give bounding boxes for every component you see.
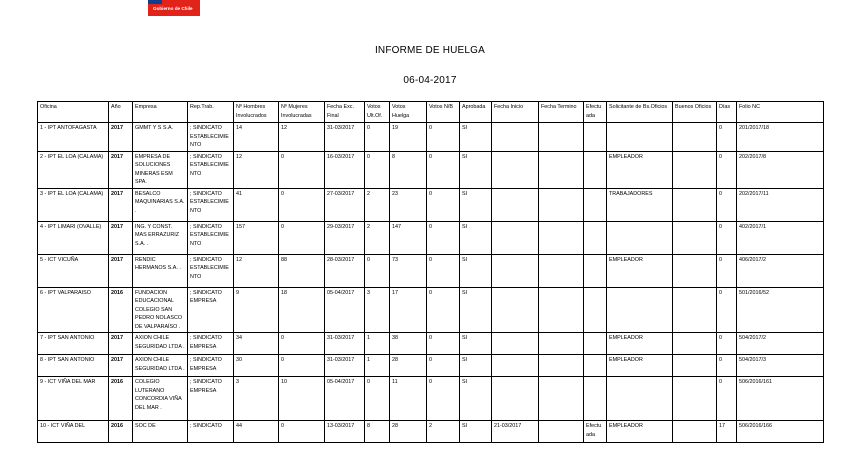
cell-empresa: FUNDACION EDUCACIONAL COLEGIO SAN PEDRO NOLASCO DE VALPARAÍSO .	[133, 287, 188, 333]
report-title: INFORME DE HUELGA	[374, 45, 486, 56]
cell-votos-ult: 8	[365, 421, 390, 443]
cell-hombres: 30	[234, 355, 279, 377]
cell-buenos-oficios	[673, 123, 717, 152]
cell-buenos-oficios	[673, 355, 717, 377]
cell-ano: 2017	[109, 123, 133, 152]
cell-aprobada: SI	[460, 123, 492, 152]
cell-dias: 0	[717, 188, 737, 221]
cell-folio: 202/2017/11	[737, 188, 824, 221]
cell-mujeres: 0	[279, 421, 325, 443]
cell-votos-ult: 0	[365, 151, 390, 188]
column-header: Votos Ult.Of.	[365, 102, 390, 123]
table-row	[38, 151, 824, 188]
cell-empresa: GMMT Y S S.A.	[133, 123, 188, 152]
cell-aprobada: SI	[460, 151, 492, 188]
cell-fecha-termino	[539, 188, 584, 221]
cell-dias: 0	[717, 151, 737, 188]
cell-fecha-inicio	[492, 287, 539, 333]
cell-folio: 506/2016/161	[737, 377, 824, 421]
cell-hombres: 3	[234, 377, 279, 421]
cell-ano: 2017	[109, 151, 133, 188]
cell-votos-huelga: 23	[390, 188, 427, 221]
cell-fecha-termino	[539, 355, 584, 377]
cell-solicitante: EMPLEADOR	[607, 333, 673, 355]
column-header: Empresa	[133, 102, 188, 123]
cell-buenos-oficios	[673, 188, 717, 221]
cell-efectuada	[584, 254, 607, 287]
cell-hombres: 41	[234, 188, 279, 221]
column-header: Aprobada	[460, 102, 492, 123]
cell-ano: 2017	[109, 188, 133, 221]
cell-aprobada: SI	[460, 333, 492, 355]
cell-fecha-exc: 29-03/2017	[325, 221, 365, 254]
cell-fecha-inicio	[492, 221, 539, 254]
cell-solicitante	[607, 123, 673, 152]
table-row	[38, 355, 824, 377]
cell-ano: 2017	[109, 254, 133, 287]
cell-fecha-termino	[539, 333, 584, 355]
cell-votos-nb: 0	[427, 151, 460, 188]
cell-oficina: 9 - ICT VIÑA DEL MAR	[38, 377, 109, 421]
cell-empresa: BESALCO MAQUINARIAS S.A. .	[133, 188, 188, 221]
cell-ano: 2016	[109, 421, 133, 443]
cell-votos-ult: 1	[365, 333, 390, 355]
cell-votos-nb: 0	[427, 221, 460, 254]
cell-votos-huelga: 11	[390, 377, 427, 421]
cell-mujeres: 88	[279, 254, 325, 287]
cell-fecha-inicio	[492, 254, 539, 287]
cell-empresa: AXION CHILE SEGURIDAD LTDA .	[133, 355, 188, 377]
cell-fecha-exc: 27-03/2017	[325, 188, 365, 221]
cell-buenos-oficios	[673, 254, 717, 287]
cell-oficina: 8 - IPT SAN ANTONIO	[38, 355, 109, 377]
cell-efectuada	[584, 151, 607, 188]
cell-votos-huelga: 73	[390, 254, 427, 287]
cell-fecha-exc: 28-03/2017	[325, 254, 365, 287]
cell-rep-trab: ; SINDICATO ESTABLECIMIENTO	[188, 151, 234, 188]
cell-buenos-oficios	[673, 151, 717, 188]
cell-buenos-oficios	[673, 221, 717, 254]
cell-solicitante: EMPLEADOR	[607, 421, 673, 443]
column-header: Fecha Exc. Final	[325, 102, 365, 123]
cell-votos-nb: 0	[427, 123, 460, 152]
cell-fecha-exc: 31-03/2017	[325, 355, 365, 377]
cell-votos-huelga: 28	[390, 355, 427, 377]
cell-hombres: 34	[234, 333, 279, 355]
cell-dias: 0	[717, 287, 737, 333]
cell-hombres: 12	[234, 151, 279, 188]
cell-aprobada: SI	[460, 254, 492, 287]
cell-votos-nb: 2	[427, 421, 460, 443]
cell-empresa: ING. Y CONST. MAS ERRAZURIZ S.A. .	[133, 221, 188, 254]
strike-report-table	[37, 101, 824, 443]
cell-efectuada	[584, 333, 607, 355]
logo-text: Gobierno de Chile	[153, 6, 193, 11]
cell-rep-trab: ; SINDICATO ESTABLECIMIENTO	[188, 188, 234, 221]
report-date: 06-04-2017	[403, 75, 457, 86]
column-header: Folio NC	[737, 102, 824, 123]
table-row	[38, 188, 824, 221]
cell-mujeres: 0	[279, 355, 325, 377]
column-header: Votos N/B	[427, 102, 460, 123]
cell-fecha-inicio	[492, 355, 539, 377]
cell-votos-nb: 0	[427, 333, 460, 355]
cell-hombres: 14	[234, 123, 279, 152]
cell-hombres: 157	[234, 221, 279, 254]
cell-fecha-inicio	[492, 123, 539, 152]
cell-votos-huelga: 19	[390, 123, 427, 152]
cell-oficina: 1 - IPT ANTOFAGASTA	[38, 123, 109, 152]
cell-votos-huelga: 28	[390, 421, 427, 443]
cell-oficina: 10 - ICT VIÑA DEL	[38, 421, 109, 443]
cell-aprobada: SI	[460, 188, 492, 221]
cell-votos-ult: 0	[365, 123, 390, 152]
cell-fecha-exc: 13-03/2017	[325, 421, 365, 443]
column-header: Días	[717, 102, 737, 123]
cell-empresa: RENDIC HERMANOS S.A. .	[133, 254, 188, 287]
cell-fecha-termino	[539, 421, 584, 443]
cell-votos-ult: 3	[365, 287, 390, 333]
cell-fecha-exc: 31-03/2017	[325, 123, 365, 152]
column-header: Buenos Oficios	[673, 102, 717, 123]
cell-rep-trab: ; SINDICATO ESTABLECIMIENTO	[188, 221, 234, 254]
cell-fecha-termino	[539, 221, 584, 254]
cell-votos-ult: 2	[365, 221, 390, 254]
cell-aprobada: SI	[460, 421, 492, 443]
cell-mujeres: 0	[279, 188, 325, 221]
cell-mujeres: 18	[279, 287, 325, 333]
column-header: Votos Huelga	[390, 102, 427, 123]
cell-fecha-inicio: 21-03/2017	[492, 421, 539, 443]
cell-folio: 504/2017/3	[737, 355, 824, 377]
cell-fecha-inicio	[492, 151, 539, 188]
cell-votos-nb: 0	[427, 287, 460, 333]
cell-fecha-inicio	[492, 377, 539, 421]
cell-dias: 0	[717, 254, 737, 287]
cell-votos-nb: 0	[427, 188, 460, 221]
cell-fecha-inicio	[492, 188, 539, 221]
column-header: Año	[109, 102, 133, 123]
cell-votos-nb: 0	[427, 355, 460, 377]
cell-folio: 501/2016/52	[737, 287, 824, 333]
cell-hombres: 9	[234, 287, 279, 333]
cell-votos-huelga: 8	[390, 151, 427, 188]
cell-fecha-termino	[539, 123, 584, 152]
column-header: Nº Hombres Involucrados	[234, 102, 279, 123]
cell-votos-huelga: 147	[390, 221, 427, 254]
cell-solicitante	[607, 287, 673, 333]
cell-fecha-termino	[539, 377, 584, 421]
cell-mujeres: 10	[279, 377, 325, 421]
cell-solicitante	[607, 377, 673, 421]
cell-fecha-exc: 16-03/2017	[325, 151, 365, 188]
cell-dias: 0	[717, 355, 737, 377]
cell-buenos-oficios	[673, 287, 717, 333]
table-row	[38, 123, 824, 152]
cell-hombres: 44	[234, 421, 279, 443]
cell-votos-nb: 0	[427, 254, 460, 287]
cell-fecha-termino	[539, 254, 584, 287]
column-header: Nº Mujeres Involucradas	[279, 102, 325, 123]
cell-ano: 2016	[109, 287, 133, 333]
cell-oficina: 4 - IPT LIMARI (OVALLE)	[38, 221, 109, 254]
cell-efectuada	[584, 355, 607, 377]
cell-ano: 2016	[109, 377, 133, 421]
gobierno-de-chile-logo	[148, 0, 200, 16]
cell-votos-ult: 0	[365, 254, 390, 287]
cell-aprobada: SI	[460, 287, 492, 333]
cell-empresa: EMPRESA DE SOLUCIONES MINERAS ESM SPA.	[133, 151, 188, 188]
cell-aprobada: SI	[460, 377, 492, 421]
cell-dias: 0	[717, 123, 737, 152]
cell-efectuada	[584, 377, 607, 421]
cell-solicitante	[607, 221, 673, 254]
cell-folio: 506/2016/166	[737, 421, 824, 443]
cell-votos-huelga: 17	[390, 287, 427, 333]
cell-empresa: COLEGIO LUTERANO CONCORDIA VIÑA DEL MAR .	[133, 377, 188, 421]
cell-folio: 504/2017/2	[737, 333, 824, 355]
cell-votos-ult: 1	[365, 355, 390, 377]
cell-mujeres: 12	[279, 123, 325, 152]
cell-efectuada	[584, 188, 607, 221]
cell-efectuada	[584, 221, 607, 254]
cell-fecha-termino	[539, 151, 584, 188]
table-row	[38, 254, 824, 287]
cell-votos-ult: 0	[365, 377, 390, 421]
cell-empresa: AXION CHILE SEGURIDAD LTDA .	[133, 333, 188, 355]
table-row	[38, 421, 824, 443]
cell-buenos-oficios	[673, 333, 717, 355]
cell-folio: 201/2017/18	[737, 123, 824, 152]
cell-solicitante: EMPLEADOR	[607, 355, 673, 377]
cell-dias: 17	[717, 421, 737, 443]
cell-rep-trab: ; SINDICATO ESTABLECIMIENTO	[188, 254, 234, 287]
cell-folio: 202/2017/8	[737, 151, 824, 188]
cell-dias: 0	[717, 221, 737, 254]
cell-oficina: 6 - IPT VALPARAISO	[38, 287, 109, 333]
cell-buenos-oficios	[673, 377, 717, 421]
cell-rep-trab: ; SINDICATO EMPRESA	[188, 355, 234, 377]
cell-mujeres: 0	[279, 221, 325, 254]
cell-buenos-oficios	[673, 421, 717, 443]
cell-efectuada: Efectuada	[584, 421, 607, 443]
table-row	[38, 221, 824, 254]
cell-rep-trab: ; SINDICATO	[188, 421, 234, 443]
cell-dias: 0	[717, 377, 737, 421]
cell-oficina: 7 - IPT SAN ANTONIO	[38, 333, 109, 355]
cell-dias: 0	[717, 333, 737, 355]
cell-solicitante: EMPLEADOR	[607, 254, 673, 287]
cell-folio: 406/2017/2	[737, 254, 824, 287]
cell-fecha-termino	[539, 287, 584, 333]
cell-oficina: 2 - IPT EL LOA (CALAMA)	[38, 151, 109, 188]
column-header: Fecha Termino	[539, 102, 584, 123]
column-header: Oficina	[38, 102, 109, 123]
cell-votos-ult: 2	[365, 188, 390, 221]
cell-ano: 2017	[109, 355, 133, 377]
column-header: Fecha Inicio	[492, 102, 539, 123]
cell-efectuada	[584, 123, 607, 152]
cell-mujeres: 0	[279, 151, 325, 188]
cell-aprobada: SI	[460, 355, 492, 377]
cell-ano: 2017	[109, 333, 133, 355]
table-header-row	[38, 102, 824, 123]
cell-votos-huelga: 38	[390, 333, 427, 355]
column-header: Solicitante de Bs.Oficios	[607, 102, 673, 123]
column-header: Efectuada	[584, 102, 607, 123]
table-row	[38, 287, 824, 333]
cell-fecha-exc: 05-04/2017	[325, 377, 365, 421]
cell-hombres: 12	[234, 254, 279, 287]
cell-mujeres: 0	[279, 333, 325, 355]
cell-oficina: 3 - IPT EL LOA (CALAMA)	[38, 188, 109, 221]
cell-ano: 2017	[109, 221, 133, 254]
cell-rep-trab: ; SINDICATO EMPRESA	[188, 377, 234, 421]
cell-fecha-inicio	[492, 333, 539, 355]
cell-solicitante: TRABAJADORES	[607, 188, 673, 221]
cell-solicitante: EMPLEADOR	[607, 151, 673, 188]
cell-rep-trab: ; SINDICATO ESTABLECIMIENTO	[188, 123, 234, 152]
table-row	[38, 333, 824, 355]
cell-fecha-exc: 31-03/2017	[325, 333, 365, 355]
cell-aprobada: SI	[460, 221, 492, 254]
cell-fecha-exc: 05-04/2017	[325, 287, 365, 333]
cell-efectuada	[584, 287, 607, 333]
cell-folio: 402/2017/1	[737, 221, 824, 254]
cell-rep-trab: ; SINDICATO EMPRESA	[188, 333, 234, 355]
table-row	[38, 377, 824, 421]
column-header: Rep.Trab.	[188, 102, 234, 123]
cell-oficina: 5 - ICT VICUÑA	[38, 254, 109, 287]
cell-rep-trab: ; SINDICATO EMPRESA	[188, 287, 234, 333]
cell-votos-nb: 0	[427, 377, 460, 421]
cell-empresa: SOC DE	[133, 421, 188, 443]
